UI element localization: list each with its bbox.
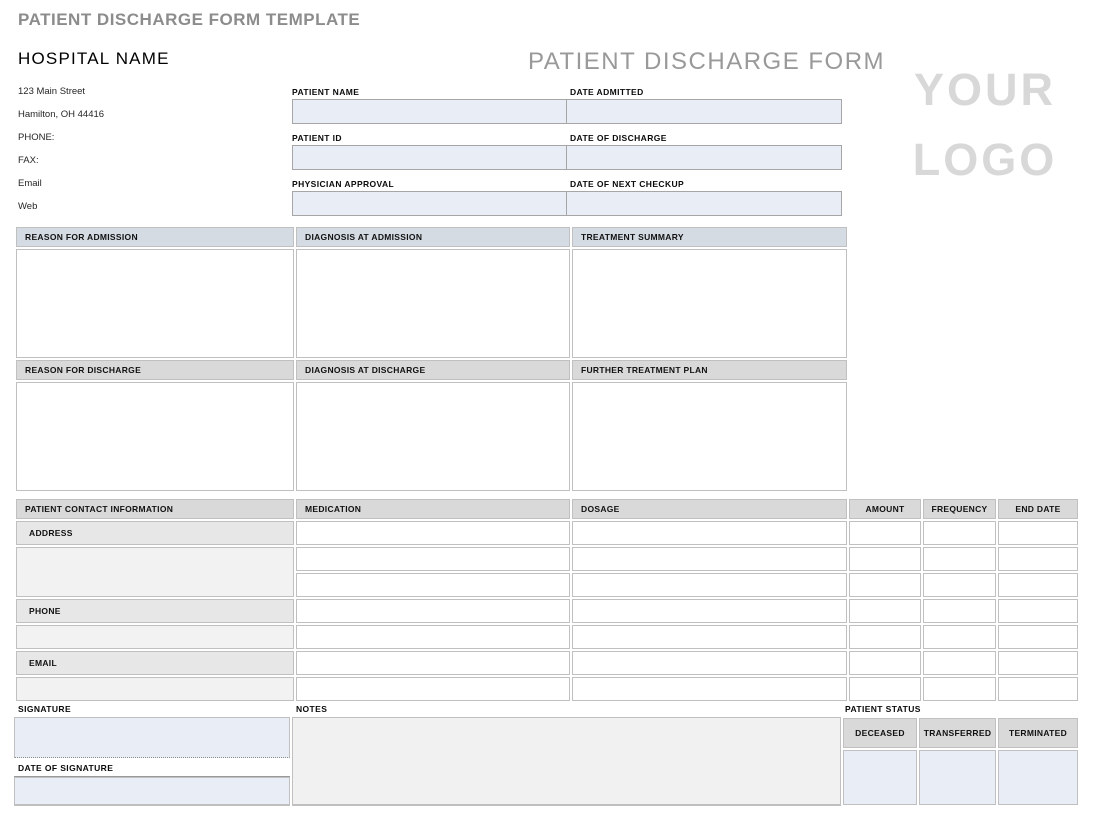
treatment-summary-header: TREATMENT SUMMARY	[572, 227, 847, 247]
date-of-next-checkup-label: DATE OF NEXT CHECKUP	[570, 179, 685, 189]
diagnosis-at-admission-header: DIAGNOSIS AT ADMISSION	[296, 227, 570, 247]
reason-for-discharge-header: REASON FOR DISCHARGE	[16, 360, 294, 380]
date-of-signature-row	[14, 758, 290, 777]
frequency-cell[interactable]	[923, 573, 996, 597]
logo-line-2: LOGO	[912, 134, 1058, 185]
hospital-name: HOSPITAL NAME	[18, 49, 170, 68]
dosage-cell[interactable]	[572, 599, 847, 623]
dosage-cell[interactable]	[572, 573, 847, 597]
signature-label: SIGNATURE	[18, 704, 72, 714]
patient-id-label: PATIENT ID	[292, 133, 342, 143]
reason-for-admission-cell[interactable]	[16, 249, 294, 358]
dosage-cell[interactable]	[572, 625, 847, 649]
table-row	[16, 599, 1078, 623]
dosage-cell[interactable]	[572, 651, 847, 675]
dosage-cell[interactable]	[572, 547, 847, 571]
notes-label: NOTES	[296, 704, 328, 714]
end-date-cell[interactable]	[998, 677, 1078, 701]
dosage-header: DOSAGE	[572, 499, 847, 519]
frequency-cell[interactable]	[923, 625, 996, 649]
medication-cell[interactable]	[296, 573, 570, 597]
date-admitted-label: DATE ADMITTED	[570, 87, 644, 97]
further-treatment-plan-header: FURTHER TREATMENT PLAN	[572, 360, 847, 380]
discharge-body-row	[16, 382, 847, 491]
amount-cell[interactable]	[849, 573, 921, 597]
table-row	[16, 677, 1078, 701]
medication-cell[interactable]	[296, 547, 570, 571]
medication-header-row	[16, 499, 1078, 519]
discharge-header-row	[16, 360, 847, 380]
address-value-cell[interactable]	[16, 547, 294, 597]
end-date-cell[interactable]	[998, 521, 1078, 545]
hospital-phone-label: PHONE:	[18, 132, 55, 143]
diagnosis-at-admission-cell[interactable]	[296, 249, 570, 358]
hospital-address-line-1: 123 Main Street	[18, 86, 86, 97]
deceased-header: DECEASED	[843, 718, 917, 748]
field-row-2	[292, 145, 842, 170]
end-date-cell[interactable]	[998, 547, 1078, 571]
template-title: PATIENT DISCHARGE FORM TEMPLATE	[18, 10, 361, 29]
deceased-cell[interactable]	[843, 750, 917, 805]
patient-status-label: PATIENT STATUS	[845, 704, 921, 714]
phone-value-cell[interactable]	[16, 625, 294, 649]
medication-cell[interactable]	[296, 521, 570, 545]
frequency-cell[interactable]	[923, 651, 996, 675]
end-date-header: END DATE	[998, 499, 1078, 519]
date-of-discharge-input[interactable]	[567, 146, 841, 169]
address-label-cell: ADDRESS	[16, 521, 294, 545]
date-of-next-checkup-input[interactable]	[567, 192, 841, 215]
phone-label-cell: PHONE	[16, 599, 294, 623]
amount-cell[interactable]	[849, 547, 921, 571]
physician-approval-input[interactable]	[293, 192, 567, 215]
reason-for-discharge-cell[interactable]	[16, 382, 294, 491]
hospital-email-label: Email	[18, 178, 42, 189]
patient-status-body-row	[843, 750, 1078, 805]
admission-body-row	[16, 249, 847, 358]
field-row-1	[292, 99, 842, 124]
admission-header-row	[16, 227, 847, 247]
reason-for-admission-header: REASON FOR ADMISSION	[16, 227, 294, 247]
medication-cell[interactable]	[296, 677, 570, 701]
treatment-summary-cell[interactable]	[572, 249, 847, 358]
email-label-cell: EMAIL	[16, 651, 294, 675]
patient-status-table	[841, 716, 1080, 807]
physician-approval-label: PHYSICIAN APPROVAL	[292, 179, 395, 189]
hospital-web-label: Web	[18, 201, 38, 212]
patient-name-label: PATIENT NAME	[292, 87, 360, 97]
frequency-cell[interactable]	[923, 547, 996, 571]
date-of-signature-label: DATE OF SIGNATURE	[18, 763, 114, 773]
end-date-cell[interactable]	[998, 651, 1078, 675]
terminated-cell[interactable]	[998, 750, 1078, 805]
logo-placeholder	[901, 55, 1069, 195]
dosage-cell[interactable]	[572, 677, 847, 701]
terminated-header: TERMINATED	[998, 718, 1078, 748]
end-date-cell[interactable]	[998, 599, 1078, 623]
form-title: PATIENT DISCHARGE FORM	[528, 48, 886, 75]
date-of-discharge-label: DATE OF DISCHARGE	[570, 133, 667, 143]
medication-table	[14, 497, 1080, 703]
diagnosis-at-discharge-header: DIAGNOSIS AT DISCHARGE	[296, 360, 570, 380]
further-treatment-plan-cell[interactable]	[572, 382, 847, 491]
medication-cell[interactable]	[296, 599, 570, 623]
date-admitted-input[interactable]	[567, 100, 841, 123]
amount-cell[interactable]	[849, 651, 921, 675]
table-row	[16, 625, 1078, 649]
table-row	[16, 651, 1078, 675]
medication-cell[interactable]	[296, 651, 570, 675]
table-row	[16, 521, 1078, 545]
patient-id-input[interactable]	[293, 146, 567, 169]
table-row	[16, 547, 1078, 571]
frequency-cell[interactable]	[923, 599, 996, 623]
patient-name-input[interactable]	[293, 100, 567, 123]
hospital-info	[18, 80, 104, 218]
logo-line-1: YOUR	[913, 64, 1056, 115]
patient-contact-information-header: PATIENT CONTACT INFORMATION	[16, 499, 294, 519]
date-of-signature-input[interactable]	[14, 777, 290, 806]
admission-discharge-table	[14, 225, 849, 493]
amount-cell[interactable]	[849, 677, 921, 701]
frequency-cell[interactable]	[923, 521, 996, 545]
end-date-cell[interactable]	[998, 625, 1078, 649]
medication-cell[interactable]	[296, 625, 570, 649]
email-value-cell[interactable]	[16, 677, 294, 701]
transferred-header: TRANSFERRED	[919, 718, 996, 748]
dosage-cell[interactable]	[572, 521, 847, 545]
frequency-header: FREQUENCY	[923, 499, 996, 519]
patient-status-header-row	[843, 718, 1078, 748]
amount-cell[interactable]	[849, 521, 921, 545]
hospital-fax-label: FAX:	[18, 155, 39, 166]
field-row-3	[292, 191, 842, 216]
amount-cell[interactable]	[849, 625, 921, 649]
medication-header: MEDICATION	[296, 499, 570, 519]
amount-cell[interactable]	[849, 599, 921, 623]
hospital-address-line-2: Hamilton, OH 44416	[18, 109, 105, 120]
end-date-cell[interactable]	[998, 573, 1078, 597]
diagnosis-at-discharge-cell[interactable]	[296, 382, 570, 491]
transferred-cell[interactable]	[919, 750, 996, 805]
notes-input[interactable]	[292, 717, 841, 806]
amount-header: AMOUNT	[849, 499, 921, 519]
frequency-cell[interactable]	[923, 677, 996, 701]
signature-input[interactable]	[14, 717, 290, 758]
